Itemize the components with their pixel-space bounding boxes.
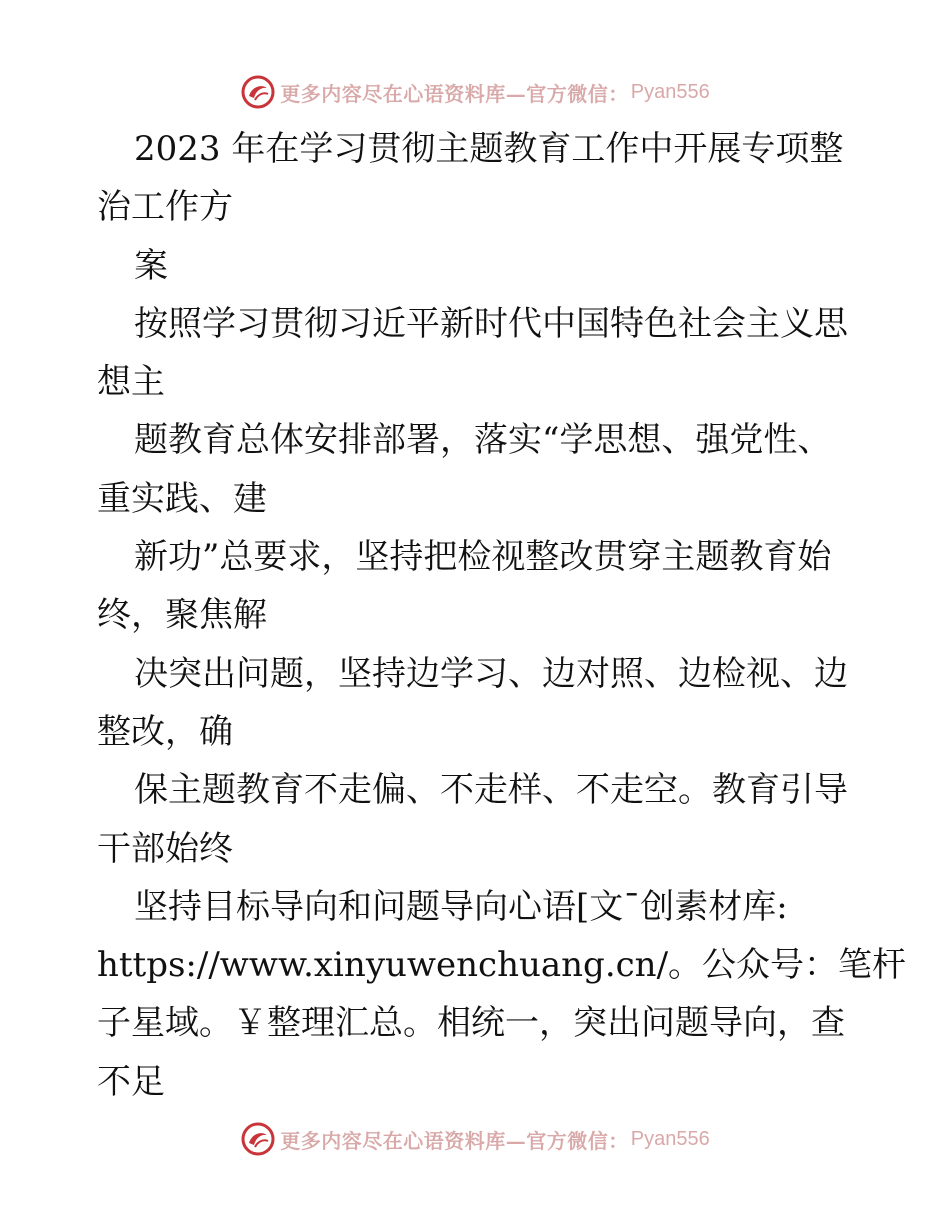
title-line-1: 2023 年在学习贯彻主题教育工作中开展专项整	[134, 129, 844, 169]
red-swirl-logo-icon	[240, 74, 276, 110]
title-line-2: 治工作方	[97, 187, 233, 228]
paragraph-line: 坚持目标导向和问题导向心语[文¯创素材库:	[134, 886, 788, 927]
paragraph-line: 整改，确	[97, 711, 233, 752]
paragraph-line: 保主题教育不走偏、不走样、不走空。教育引导	[134, 770, 848, 811]
paragraph-line: 子星域。￥整理汇总。相统一，突出问题导向，查	[97, 1003, 845, 1044]
paragraph-line: 新功”总要求，坚持把检视整改贯穿主题教育始	[134, 537, 832, 578]
paragraph-line: 不足	[97, 1061, 165, 1102]
footer-banner	[0, 1117, 950, 1161]
title-line-3: 案	[134, 245, 168, 286]
paragraph-line: 决突出问题，坚持边学习、边对照、边检视、边	[134, 653, 848, 694]
header-banner	[0, 70, 950, 114]
paragraph-line: https://www.xinyuwenchuang.cn/。公众号：笔杆	[97, 945, 907, 986]
paragraph-line: 想主	[97, 362, 165, 403]
paragraph-line: 按照学习贯彻习近平新时代中国特色社会主义思	[134, 303, 848, 344]
paragraph-line: 题教育总体安排部署，落实“学思想、强党性、	[134, 420, 832, 461]
red-swirl-logo-icon	[240, 1121, 276, 1157]
paragraph-line: 重实践、建	[97, 478, 267, 519]
document-body	[97, 120, 907, 1111]
banner-slogan: 更多内容尽在心语资料库—官方微信：	[280, 1128, 629, 1153]
paragraph-line: 终，聚焦解	[97, 595, 267, 636]
wechat-id: Pyan556	[630, 1127, 710, 1150]
paragraph-line: 干部始终	[97, 828, 233, 869]
banner-slogan: 更多内容尽在心语资料库—官方微信：	[280, 81, 629, 106]
wechat-id: Pyan556	[630, 80, 710, 103]
